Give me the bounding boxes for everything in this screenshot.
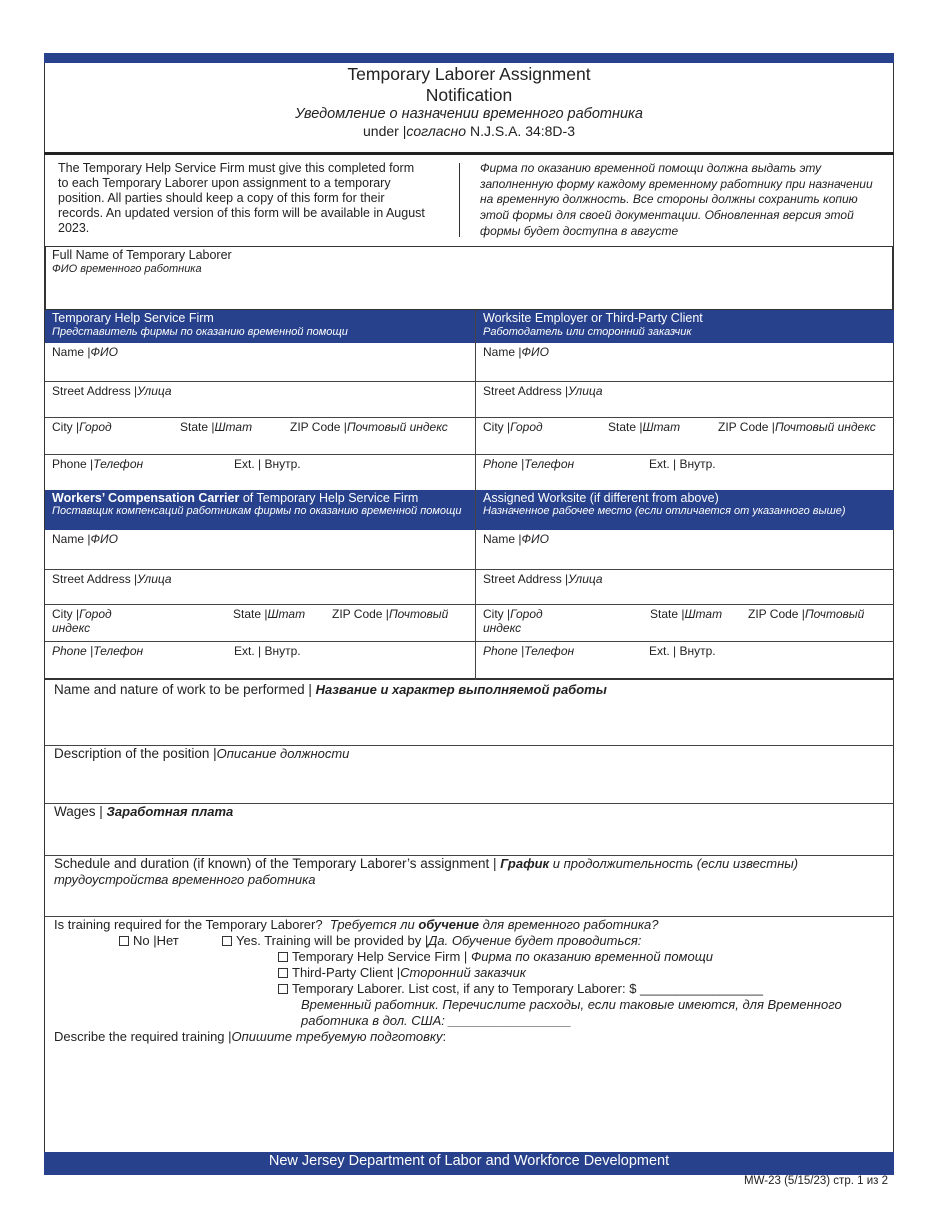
instructions-divider — [459, 163, 460, 237]
describe-training-field[interactable]: Describe the required training |Опишите требуемую подготовку: — [54, 1029, 447, 1044]
checkbox-icon — [119, 936, 129, 946]
employer-header: Worksite Employer or Third-Party Client Работодатель или сторонний заказчик — [476, 310, 894, 343]
employer-street-field[interactable]: Street Address |Улица — [476, 382, 894, 418]
form-title: Temporary Laborer Assignment Notification — [347, 64, 591, 105]
statute: under |согласно N.J.S.A. 34:8D-3 — [363, 123, 575, 139]
worksite-header: Assigned Worksite (if different from above) Назначенное рабочее место (если отличается от указанного выше) — [476, 490, 894, 530]
provider-laborer-checkbox[interactable]: Temporary Laborer. List cost, if any to Temporary Laborer: $ _________________ — [278, 981, 763, 997]
training-section — [44, 917, 894, 1153]
instructions-ru: Фирма по оказанию временной помощи должна выдать эту заполненную форму каждому временному работнику при назначении на временную должность. Все стороны должны сохранить копию этой формы для своей документации. Обновленная версия этой формы будет доступна в августе — [480, 161, 873, 238]
form-id: MW-23 (5/15/23) стр. 1 из 2 — [744, 1175, 888, 1187]
full-name-field[interactable]: Full Name of Temporary Laborer ФИО временного работника — [44, 246, 894, 311]
top-bar — [44, 53, 894, 63]
training-question: Is training required for the Temporary Laborer? Требуется ли обучение для временного работника? — [54, 917, 659, 932]
cost-field[interactable]: работника в дол. США: _________________ — [301, 1013, 572, 1028]
provider-laborer-ru: Временный работник. Перечислите расходы, если таковые имеются, для Временного — [301, 997, 842, 1012]
checkbox-icon — [222, 936, 232, 946]
provider-firm-checkbox[interactable]: Temporary Help Service Firm | Фирма по оказанию временной помощи — [278, 949, 713, 965]
training-no-checkbox[interactable]: No |Нет — [119, 933, 179, 949]
worksite-street-field[interactable]: Street Address |Улица — [476, 570, 894, 605]
carrier-street-field[interactable]: Street Address |Улица — [45, 570, 475, 605]
employer-name-field[interactable]: Name |ФИО — [476, 343, 894, 382]
carrier-name-field[interactable]: Name |ФИО — [45, 530, 475, 570]
form-title-ru: Уведомление о назначении временного работника — [295, 106, 643, 122]
carrier-phone-field[interactable]: Phone |Телефон Ext. | Внутр. — [52, 644, 301, 658]
employer-phone-field[interactable]: Phone |Телефон Ext. | Внутр. — [483, 457, 716, 471]
training-yes-checkbox[interactable]: Yes. Training will be provided by |Да. Обучение будет проводиться: — [222, 933, 641, 949]
checkbox-icon — [278, 952, 288, 962]
firm-city-state-zip-field[interactable]: City |Город State |Штат ZIP Code |Почтовый индекс — [45, 418, 475, 455]
firm-phone-field[interactable]: Phone |Телефон Ext. | Внутр. — [52, 457, 301, 471]
instructions-en: The Temporary Help Service Firm must give this completed form to each Temporary Laborer upon assignment to a temporary position. All parties should keep a copy of this form for their records. An updated version of this form will be available in August 2023. — [58, 161, 425, 235]
firm-header: Temporary Help Service Firm Представитель фирмы по оказанию временной помощи — [45, 310, 475, 343]
carrier-header: Workers’ Compensation Carrier of Temporary Help Service Firm Поставщик компенсаций работникам фирмы по оказанию временной помощи — [45, 490, 475, 530]
worksite-name-field[interactable]: Name |ФИО — [476, 530, 894, 570]
carrier-city-state-zip-field[interactable]: City |Город индекс State |Штат ZIP Code |Почтовый — [45, 605, 475, 642]
firm-street-field[interactable]: Street Address |Улица — [45, 382, 475, 418]
worksite-phone-field[interactable]: Phone |Телефон Ext. | Внутр. — [483, 644, 716, 658]
firm-name-field[interactable]: Name |ФИО — [45, 343, 475, 382]
checkbox-icon — [278, 968, 288, 978]
worksite-city-state-zip-field[interactable]: City |Город индекс State |Штат ZIP Code |Почтовый — [476, 605, 894, 642]
work-field[interactable]: Name and nature of work to be performed | Название и характер выполняемой работы — [44, 680, 894, 746]
schedule-field[interactable]: Schedule and duration (if known) of the Temporary Laborer’s assignment | График и продолжительность (если известны) трудоустройства временного работника — [44, 856, 894, 917]
address-grid — [44, 310, 894, 680]
title-box — [44, 63, 894, 153]
wages-field[interactable]: Wages | Заработная плата — [44, 804, 894, 856]
instructions — [44, 155, 894, 247]
employer-city-state-zip-field[interactable]: City |Город State |Штат ZIP Code |Почтовый индекс — [476, 418, 894, 455]
provider-client-checkbox[interactable]: Third-Party Client |Сторонний заказчик — [278, 965, 526, 981]
position-field[interactable]: Description of the position |Описание должности — [44, 746, 894, 804]
checkbox-icon — [278, 984, 288, 994]
footer-bar: New Jersey Department of Labor and Workforce Development — [44, 1152, 894, 1175]
